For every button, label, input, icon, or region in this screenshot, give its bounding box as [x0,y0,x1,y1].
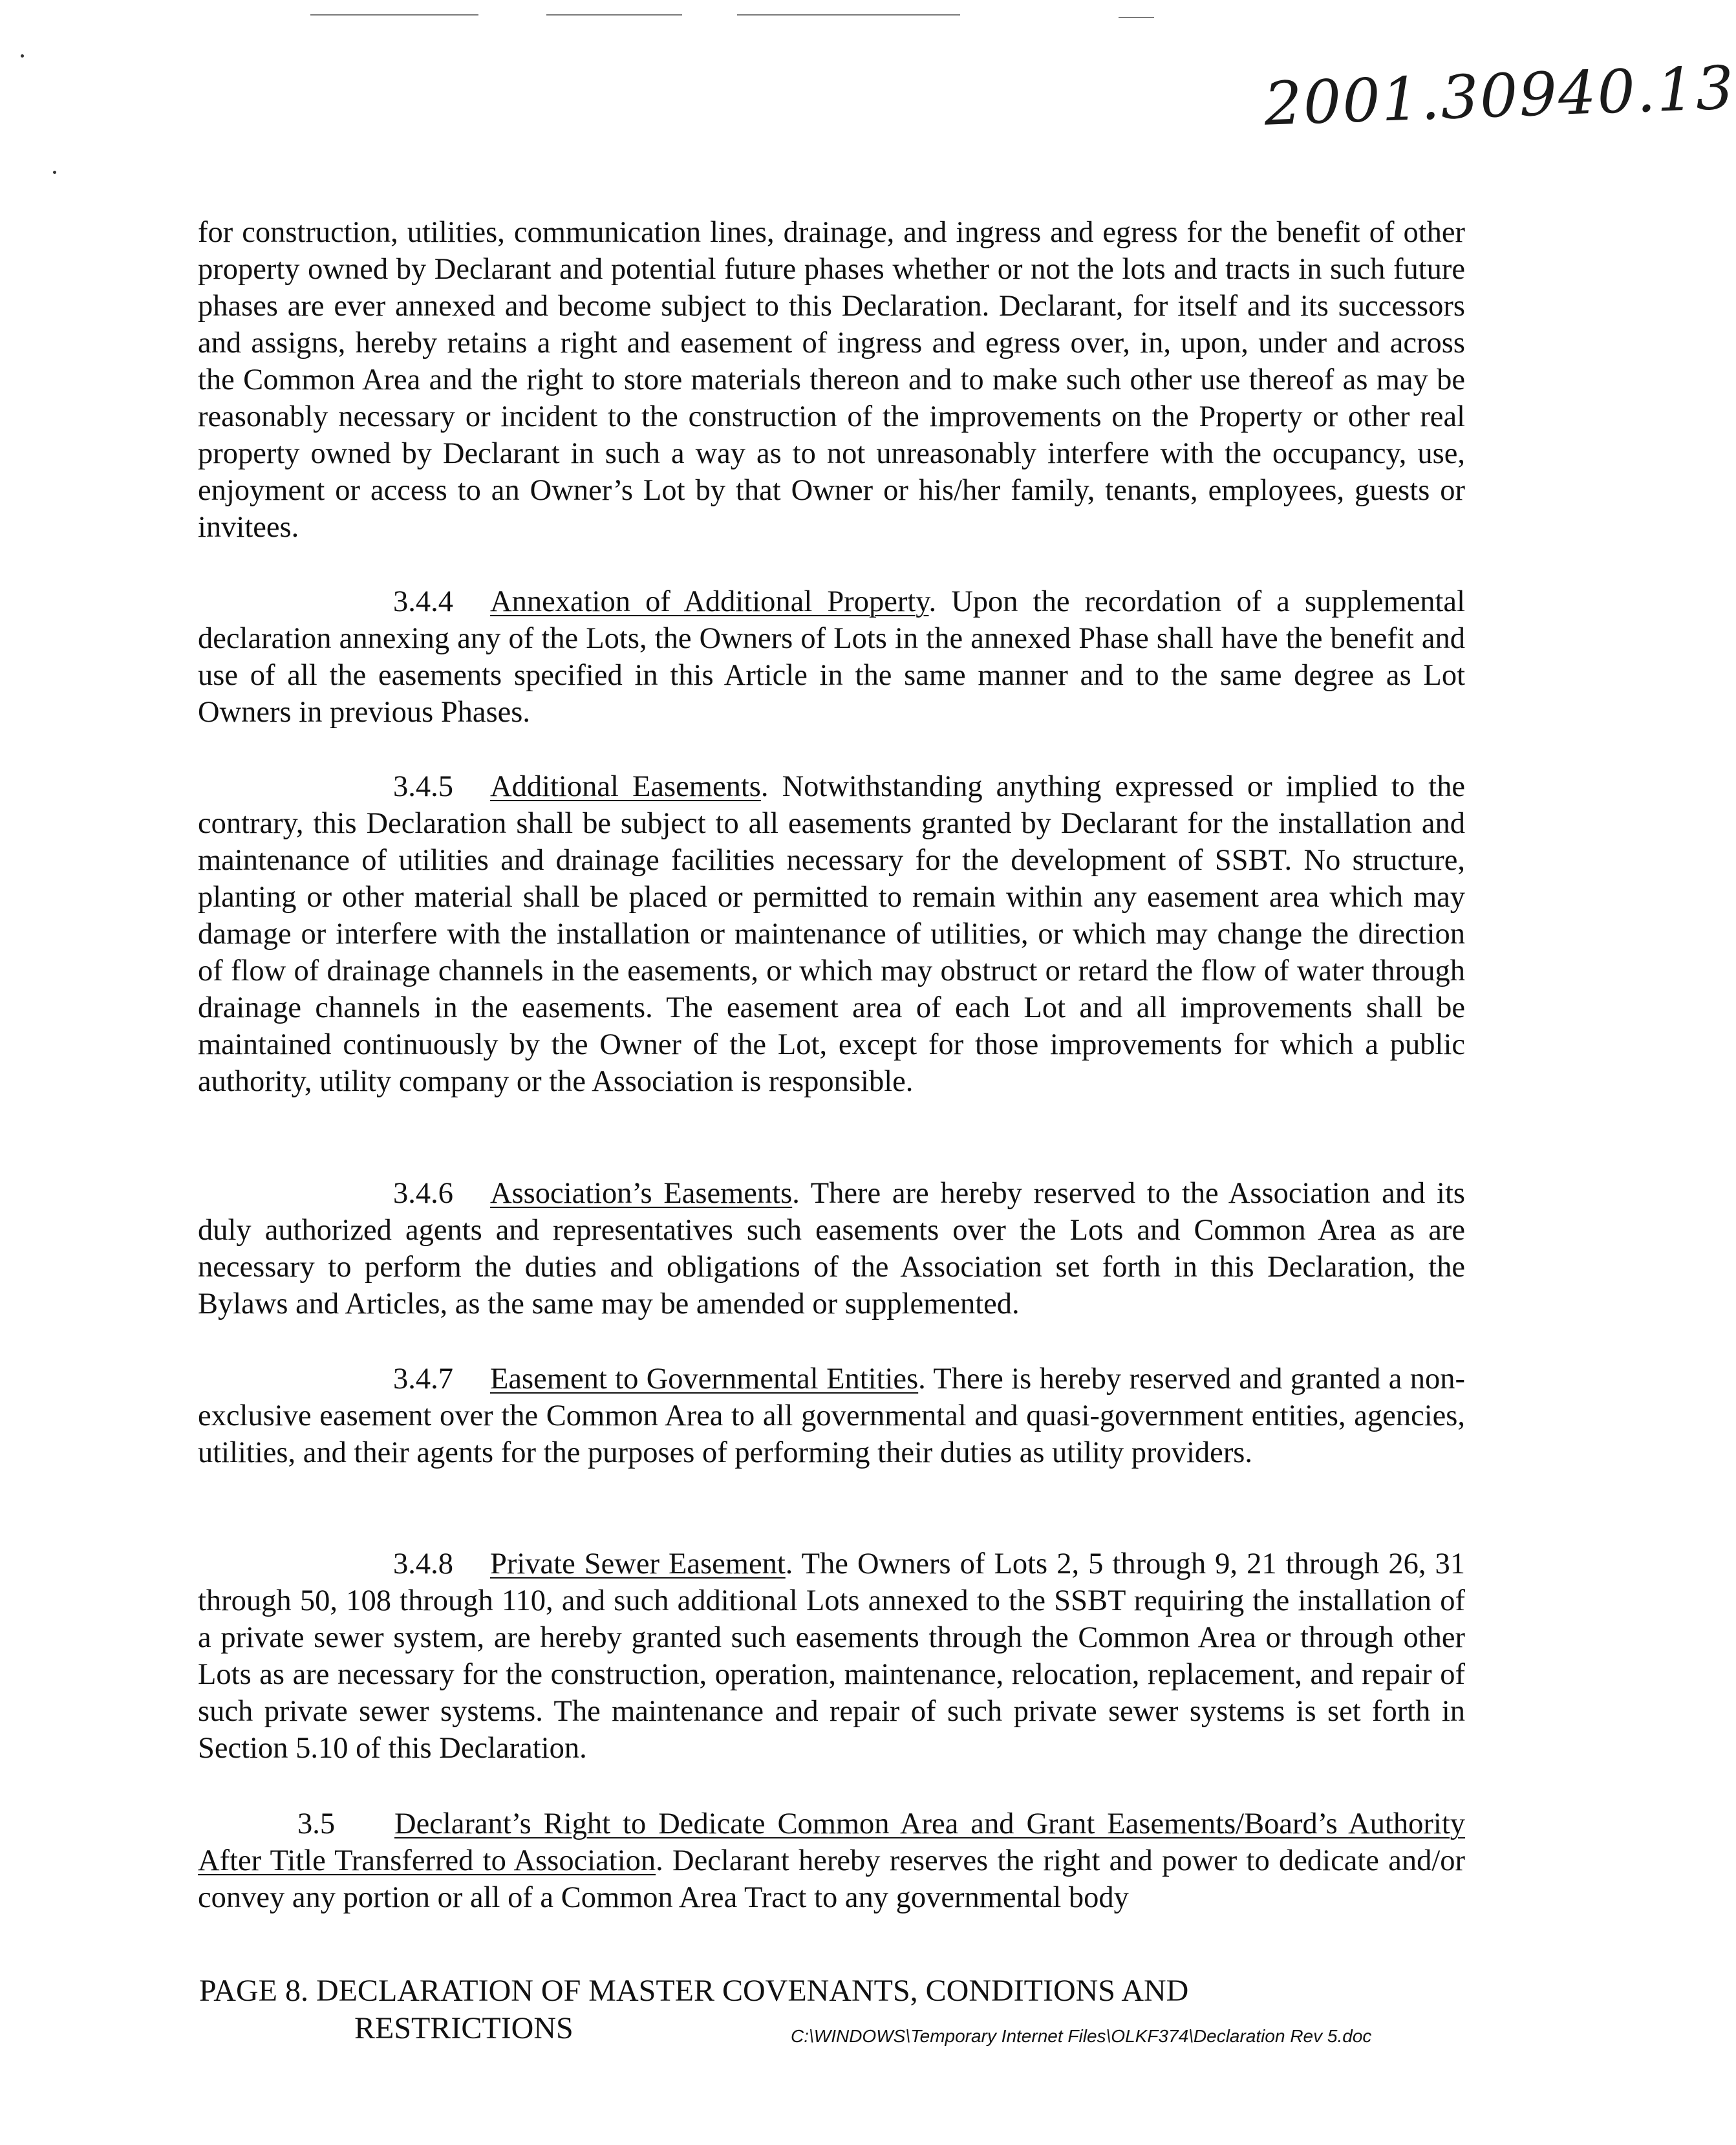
footer-line2 [199,2010,1479,2047]
section-text: . Declarant hereby reserves the right and power to dedicate and/or convey any portion or all of a Common Area Tract to any governmental body [198,1844,1465,1914]
section-3-4-7 [198,1361,1465,1471]
scan-speck [53,171,56,174]
section-number: 3.4.8 [393,1547,453,1580]
footer-title-line2: RESTRICTIONS [354,2011,573,2045]
section-heading: Private Sewer Easement [490,1547,786,1580]
section-3-4-8 [198,1546,1465,1767]
section-3-5 [198,1805,1465,1916]
section-text: . Upon the recordation of a supplemental declaration annexing any of the Lots, the Owners of Lots in the annexed Phase shall have the benefit and use of all the easements specified in this Article in the same manner and to the same degree as Lot Owners in previous Phases. [198,585,1465,729]
scan-artifact [310,14,478,16]
section-heading: Easement to Governmental Entities [490,1363,919,1396]
footer-file-path: C:\WINDOWS\Temporary Internet Files\OLKF374\Declaration Rev 5.doc [791,2026,1372,2046]
section-heading: Additional Easements [490,770,761,803]
scan-artifact [1119,17,1154,18]
section-number: 3.4.4 [393,585,453,618]
section-text: . There are hereby reserved to the Association and its duly authorized agents and representatives such easements over the Lots and Common Area as are necessary to perform the duties and obligations of the Association set forth in this Declaration, the Bylaws and Articles, as the same may be amended or supplemented. [198,1177,1465,1320]
section-3-4-5 [198,768,1465,1100]
document-number: 2001.30940.13 [1263,53,1736,139]
section-text: . The Owners of Lots 2, 5 through 9, 21 through 26, 31 through 50, 108 through 110, and such additional Lots annexed to the SSBT requiring the installation of a private sewer system, are hereby granted such easements through the Common Area or through other Lots as are necessary for the construction, operation, maintenance, relocation, replacement, and repair of such private sewer systems. The maintenance and repair of such private sewer systems is set forth in Section 5.10 of this Declaration. [198,1547,1466,1765]
section-heading: Declarant’s Right to Dedicate Common Area and Grant Easements/Board’s Authority After Title Transferred to Association [198,1807,1465,1877]
footer-title-line1: PAGE 8. DECLARATION OF MASTER COVENANTS, CONDITIONS AND [199,1974,1189,2008]
intro-text: for construction, utilities, communication lines, drainage, and ingress and egress for the benefit of other property owned by Declarant and potential future phases whether or not the lots and tracts in such future phases are ever annexed and become subject to this Declaration. Declarant, for itself and its successors and assigns, hereby retains a right and easement of ingress and egress over, in, upon, under and across the Common Area and the right to store materials thereon and to make such other use thereof as may be reasonably necessary or incident to the construction of the improvements on the Property or other real property owned by Declarant in such a way as to not unreasonably interfere with the occupancy, use, enjoyment or access to an Owner’s Lot by that Owner or his/her family, tenants, employees, guests or invitees. [198,216,1465,544]
intro-paragraph [198,214,1465,546]
section-heading: Association’s Easements [490,1177,793,1210]
section-3-4-4 [198,583,1465,731]
section-number: 3.4.7 [393,1363,453,1396]
section-number: 3.4.5 [393,770,453,803]
scan-speck [21,54,24,58]
section-text: . There is hereby reserved and granted a non-exclusive easement over the Common Area to all governmental and quasi-government entities, agencies, utilities, and their agents for the purposes of performing their duties as utility providers. [198,1363,1465,1469]
section-number: 3.5 [297,1807,336,1840]
page-footer [199,1972,1479,2047]
section-heading: Annexation of Additional Property [490,585,929,618]
scan-artifact [737,14,960,16]
section-3-4-6 [198,1175,1465,1322]
scan-artifact [546,14,682,16]
section-number: 3.4.6 [393,1177,453,1210]
section-text: . Notwithstanding anything expressed or implied to the contrary, this Declaration shall be subject to all easements granted by Declarant for the installation and maintenance of utilities and drainage facilities necessary for the development of SSBT. No structure, planting or other material shall be placed or permitted to remain within any easement area which may damage or interfere with the installation or maintenance of utilities, or which may change the direction of flow of drainage channels in the easements, or which may obstruct or retard the flow of water through drainage channels in the easements. The easement area of each Lot and all improvements shall be maintained continuously by the Owner of the Lot, except for those improvements for which a public authority, utility company or the Association is responsible. [198,770,1466,1098]
